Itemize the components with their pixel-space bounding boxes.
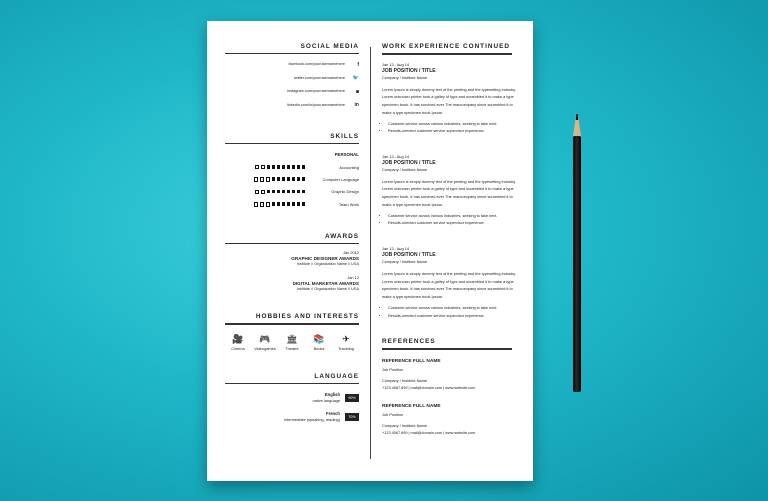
reference-company: Company / Institute Name bbox=[382, 377, 427, 383]
skill-dot bbox=[277, 165, 281, 169]
skill-dot bbox=[302, 190, 306, 194]
facebook-icon: f bbox=[357, 61, 359, 68]
language-level: intermediate (speaking, reading) bbox=[284, 417, 340, 423]
section-title: SOCIAL MEDIA bbox=[300, 43, 359, 50]
award-item bbox=[225, 275, 359, 291]
skills-subtitle: PERSONAL bbox=[334, 152, 359, 157]
skill-dot bbox=[297, 177, 301, 181]
work-experience-section bbox=[382, 43, 516, 320]
left-column bbox=[225, 43, 359, 422]
hobby-item bbox=[306, 334, 332, 351]
section-rule bbox=[382, 348, 512, 350]
job-date: Jan 12– Aug 14 bbox=[382, 61, 410, 67]
skill-dot bbox=[272, 190, 276, 194]
pencil-body bbox=[573, 136, 581, 392]
skill-dot bbox=[272, 177, 276, 181]
references-section bbox=[382, 338, 516, 435]
language-name: English bbox=[324, 392, 340, 398]
skill-level-dots bbox=[252, 202, 305, 206]
hobby-label: Theatre bbox=[285, 345, 299, 351]
job-date: Jan 12– Aug 14 bbox=[382, 245, 410, 251]
skill-dot bbox=[282, 190, 286, 194]
skill-dot bbox=[254, 202, 258, 206]
hobby-label: Cinema bbox=[231, 345, 245, 351]
language-percent: 70% bbox=[345, 413, 359, 421]
skill-dot bbox=[297, 202, 301, 206]
airplane-icon: ✈ bbox=[342, 333, 350, 344]
hobby-item bbox=[333, 334, 359, 351]
skill-name: Team Work bbox=[338, 201, 359, 207]
job-bullet: • Customer service across various industries, seeking to take next. bbox=[388, 305, 516, 313]
award-title: GRAPHIC DESIGNER AWARDS bbox=[291, 256, 359, 262]
skill-dot bbox=[272, 165, 276, 169]
skill-dot bbox=[302, 202, 306, 206]
award-date: Jan 2012 bbox=[342, 250, 359, 256]
language-percent: 90% bbox=[345, 394, 359, 402]
skill-dot bbox=[297, 190, 301, 194]
language-name: French bbox=[326, 411, 340, 417]
job-bullet: • Customer service across various industries, seeking to take next. bbox=[388, 121, 516, 129]
skill-dot bbox=[266, 177, 270, 181]
job-company: Company / Institute Name bbox=[382, 74, 427, 80]
skill-dot bbox=[267, 165, 271, 169]
reference-company: Company / Institute Name bbox=[382, 422, 427, 428]
skill-dot bbox=[255, 165, 259, 169]
skill-row bbox=[225, 161, 359, 173]
skill-dot bbox=[292, 190, 296, 194]
skill-level-dots bbox=[253, 190, 305, 194]
skill-dot bbox=[287, 202, 291, 206]
job-entry bbox=[382, 154, 516, 228]
gamepad-icon: 🎮 bbox=[259, 333, 271, 344]
social-item[interactable] bbox=[225, 72, 359, 86]
section-title: REFERENCES bbox=[382, 338, 436, 346]
books-icon: 📚 bbox=[313, 333, 325, 344]
skill-dot bbox=[254, 177, 258, 181]
hobby-label: Books bbox=[313, 345, 325, 351]
skill-dot bbox=[282, 177, 286, 181]
skill-dot bbox=[255, 190, 259, 194]
reference-name: REFERENCE FULL NAME bbox=[382, 403, 441, 409]
skill-dot bbox=[292, 177, 296, 181]
social-link[interactable]: linkedin.com/in/yourusernamehere bbox=[286, 102, 345, 107]
job-description: Lorem Ipsum is simply dummy text of the printing and the typesetting industry. Lorem unknown printer took a galley of type and scrambled it to make a type specimen book. It has survived ever The mancompany since scrambled it to make a type specimen book Ipsum. bbox=[382, 178, 516, 208]
hobby-label: Traveling bbox=[338, 345, 354, 351]
award-date: Jan 12 bbox=[347, 275, 359, 281]
language-item bbox=[225, 411, 359, 422]
skill-dot bbox=[277, 190, 281, 194]
job-entry bbox=[382, 246, 516, 320]
camera-icon: 🎥 bbox=[232, 333, 244, 344]
job-bullets bbox=[382, 305, 516, 320]
theatre-icon: 🏛 bbox=[286, 333, 298, 344]
skill-level-dots bbox=[253, 165, 305, 169]
skills-section bbox=[225, 133, 359, 211]
reference-position: Job Position bbox=[382, 366, 404, 372]
skill-dot bbox=[260, 177, 264, 181]
skill-row bbox=[225, 198, 359, 210]
language-level: native language bbox=[312, 398, 340, 404]
twitter-icon: 🐦 bbox=[352, 75, 359, 82]
social-item[interactable] bbox=[225, 99, 359, 113]
skill-dot bbox=[302, 177, 306, 181]
skill-row bbox=[225, 173, 359, 185]
skill-dot bbox=[282, 165, 286, 169]
award-title: DIGITAL MARKETAR AWARDS bbox=[292, 281, 359, 287]
section-title: HOBBIES AND INTERESTS bbox=[255, 313, 359, 321]
social-link[interactable]: instagram.com/yourusernamehere bbox=[287, 89, 345, 94]
skill-dot bbox=[287, 165, 291, 169]
social-item[interactable] bbox=[225, 58, 359, 72]
language-item bbox=[225, 392, 359, 403]
skill-dot bbox=[261, 190, 265, 194]
reference-item bbox=[382, 359, 516, 390]
right-column bbox=[382, 43, 516, 435]
job-entry bbox=[382, 62, 516, 136]
job-title: JOB POSITION / TITLE bbox=[382, 251, 436, 258]
skill-dot bbox=[277, 202, 281, 206]
job-date: Jan 12– Aug 14 bbox=[382, 153, 410, 159]
section-title: WORK EXPERIENCE CONTINUED bbox=[382, 43, 510, 50]
skill-dot bbox=[260, 202, 264, 206]
job-description: Lorem Ipsum is simply dummy text of the printing and the typesetting industry. Lorem unknown printer took a galley of type and scrambled it to make a type specimen book. It has survived ever The mancompany since scrambled it to make a type specimen book Ipsum. bbox=[382, 270, 516, 300]
pencil-lead bbox=[576, 114, 578, 120]
social-media-section bbox=[225, 43, 359, 112]
reference-contact: +123 4567 899 | mail@domain.com | www.website.com bbox=[382, 385, 476, 390]
pencil bbox=[572, 114, 582, 392]
reference-item bbox=[382, 404, 516, 435]
column-divider bbox=[370, 47, 371, 459]
award-item bbox=[225, 250, 359, 266]
skill-name: Graphic Design bbox=[331, 189, 359, 195]
job-description: Lorem Ipsum is simply dummy text of the printing and the typesetting industry. Lorem unknown printer took a galley of type and scrambled it to make a type specimen book. It has survived ever The mancompany since scrambled it to make a type specimen book Ipsum. bbox=[382, 86, 516, 115]
job-bullet: • Customer service across various industries, seeking to take next. bbox=[388, 213, 516, 221]
language-section bbox=[225, 373, 359, 423]
skill-row bbox=[225, 186, 359, 198]
job-company: Company / Institute Name bbox=[382, 258, 427, 264]
hobbies-section bbox=[225, 313, 359, 351]
skill-dot bbox=[282, 202, 286, 206]
reference-name: REFERENCE FULL NAME bbox=[382, 358, 441, 364]
linkedin-icon: in bbox=[354, 102, 359, 109]
resume-page bbox=[207, 21, 533, 481]
section-title: LANGUAGE bbox=[314, 372, 359, 380]
skill-name: Accounting bbox=[339, 164, 359, 170]
job-bullet: • Results-oriented customer service supervisor experience. bbox=[388, 128, 516, 136]
instagram-icon: ◙ bbox=[355, 88, 359, 95]
skill-dot bbox=[272, 202, 276, 206]
skill-dot bbox=[287, 190, 291, 194]
skill-dot bbox=[261, 165, 265, 169]
job-bullets bbox=[382, 121, 516, 136]
section-rule bbox=[225, 143, 359, 144]
award-institute: Institute // Organization Name // USA bbox=[296, 262, 359, 267]
skill-dot bbox=[267, 190, 271, 194]
skill-dot bbox=[277, 177, 281, 181]
skill-dot bbox=[292, 165, 296, 169]
skill-dot bbox=[287, 177, 291, 181]
job-title: JOB POSITION / TITLE bbox=[382, 159, 436, 166]
awards-section bbox=[225, 233, 359, 292]
section-rule bbox=[382, 53, 512, 55]
skill-dot bbox=[297, 165, 301, 169]
social-item[interactable] bbox=[225, 85, 359, 99]
skill-dot bbox=[302, 165, 306, 169]
social-link[interactable]: twitter.com/yourusernamehere bbox=[293, 75, 345, 80]
social-link[interactable]: facebook.com/yourusernamehere bbox=[288, 62, 345, 67]
section-title: AWARDS bbox=[324, 232, 359, 240]
section-rule bbox=[225, 243, 359, 245]
section-title: SKILLS bbox=[330, 133, 359, 140]
hobby-item bbox=[252, 334, 278, 351]
skill-dot bbox=[292, 202, 296, 206]
reference-contact: +123 4567 899 | mail@domain.com | www.website.com bbox=[382, 430, 476, 435]
job-bullet: • Results-oriented customer service supervisor experience. bbox=[388, 220, 516, 228]
job-company: Company / Institute Name bbox=[382, 166, 427, 172]
job-title: JOB POSITION / TITLE bbox=[382, 67, 436, 74]
section-rule bbox=[225, 323, 359, 325]
skill-level-dots bbox=[252, 177, 305, 181]
hobby-item bbox=[279, 334, 305, 351]
hobby-label: Videogames bbox=[254, 345, 276, 351]
section-rule bbox=[225, 53, 359, 54]
reference-position: Job Position bbox=[382, 411, 404, 417]
hobby-item bbox=[225, 334, 251, 351]
skill-dot bbox=[266, 202, 270, 206]
job-bullets bbox=[382, 213, 516, 228]
section-rule bbox=[225, 383, 359, 385]
award-institute: Institute // Organization Name // USA bbox=[296, 287, 359, 292]
skill-name: Computer Language bbox=[322, 177, 359, 183]
job-bullet: • Results-oriented customer service supervisor experience. bbox=[388, 313, 516, 321]
